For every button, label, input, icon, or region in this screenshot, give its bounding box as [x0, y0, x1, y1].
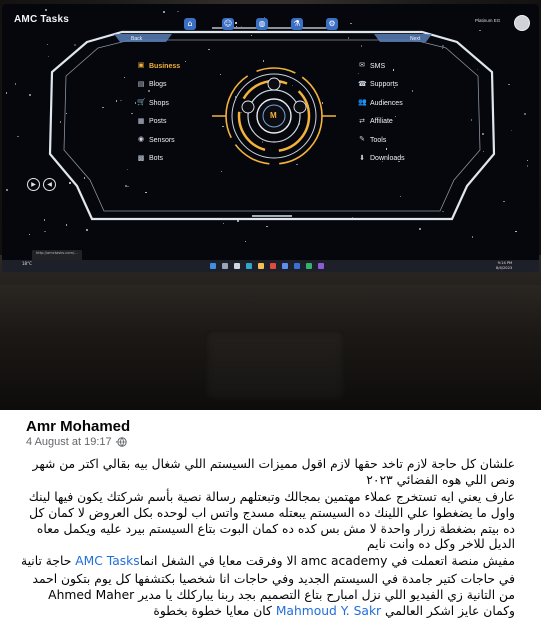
back-button[interactable]: Back — [131, 36, 143, 42]
start-icon[interactable] — [210, 263, 216, 269]
affiliate-icon: ⇄ — [359, 117, 365, 125]
nav-item-label: Tools — [370, 136, 387, 144]
public-globe-icon — [117, 437, 127, 447]
post-author-name[interactable]: Amr Mohamed — [26, 418, 131, 435]
paragraph-4-tail: كان معايا خطوة بخطوة — [153, 603, 276, 618]
nav-item-blogs[interactable] — [137, 81, 167, 89]
nav-item-sms[interactable] — [358, 62, 385, 70]
nav-item-label: Sensors — [149, 136, 175, 144]
nav-item-downloads[interactable] — [358, 155, 405, 163]
nav-item-shops[interactable] — [137, 99, 169, 107]
hud-frame — [2, 4, 539, 272]
taskview-icon[interactable] — [234, 263, 240, 269]
clock-date: 8/4/2023 — [496, 266, 513, 270]
paragraph-3-text: مفيش منصة اتعملت في amc academy الا وفرقت معايا في الشغل انما — [139, 554, 515, 568]
nav-item-affiliate[interactable] — [358, 118, 393, 126]
posts-icon: ▦ — [137, 117, 145, 125]
avatar[interactable] — [514, 15, 530, 31]
home-icon[interactable]: ⌂ — [184, 18, 196, 30]
nav-item-business[interactable] — [137, 62, 180, 70]
system-clock[interactable] — [496, 261, 512, 271]
laptop-screen — [2, 4, 539, 272]
nav-item-sensors[interactable] — [137, 136, 175, 144]
paragraph-4-text: في حاجات كتير جامدة في السيستم الجديد وفي حاجات انا شخصيا بكتشفها كل يوم بتكون احمد من التانية زي الفيديو اللي نزل امبارح بتاع التصميم بجد ربنا يباركلك يا مدير Ahmed Maher وكمان عايز اشكر العالمي — [32, 572, 515, 618]
sound-icon[interactable]: ◀ — [43, 178, 56, 191]
nav-item-label: Shops — [149, 99, 169, 107]
tools-icon: ✎ — [359, 136, 365, 143]
app-icon[interactable] — [306, 263, 312, 269]
nav-item-audiences[interactable] — [358, 99, 403, 107]
explorer-icon[interactable] — [258, 263, 264, 269]
nav-item-posts[interactable] — [137, 118, 167, 126]
account-label[interactable]: Platinum EG — [475, 18, 501, 23]
mahmoud-sakr-link[interactable]: Mahmoud Y. Sakr — [275, 603, 382, 618]
amc-tasks-link[interactable]: AMC Tasks — [75, 554, 140, 568]
eye-icon: ◉ — [137, 136, 145, 143]
nav-item-label: Supports — [370, 81, 399, 88]
windows-taskbar — [2, 260, 539, 272]
nav-item-supports[interactable] — [358, 81, 398, 89]
nav-item-label: Affiliate — [370, 118, 393, 125]
cart-icon: 🛒 — [137, 99, 146, 106]
nav-item-label: Business — [149, 62, 181, 70]
nav-item-label: Audiences — [370, 99, 403, 107]
mail-icon[interactable] — [294, 263, 300, 269]
globe-icon[interactable]: ◍ — [256, 18, 268, 30]
users-icon: 👥 — [358, 99, 367, 106]
clock-time: 9:14 PM — [497, 261, 513, 265]
settings-icon[interactable]: ⚙ — [326, 18, 338, 30]
support-icon: ☎ — [358, 80, 367, 88]
blog-icon: ▤ — [137, 80, 145, 88]
paragraph-3-tail: حاجة تانية — [20, 554, 76, 568]
nav-item-tools[interactable] — [358, 136, 386, 144]
nav-item-label: SMS — [370, 62, 386, 70]
download-icon: ⬇ — [359, 154, 365, 162]
post-paragraph-1: علشان كل حاجة لازم تاخد حقها لازم اقول مميزات السيستم اللي شغال بيه بقالي اكتر من شهر ونص اللي هوه الفضائي ٢٠٢٣ — [32, 457, 515, 487]
search-icon[interactable] — [222, 263, 228, 269]
weather-temp: 18°C — [22, 261, 32, 266]
edge-icon[interactable] — [246, 263, 252, 269]
nav-item-label: Downloads — [370, 155, 405, 162]
nav-item-bots[interactable] — [137, 155, 163, 163]
profile-icon[interactable]: ☺ — [223, 19, 233, 28]
app-logo[interactable]: AMC Tasks — [14, 14, 69, 25]
flask-icon[interactable]: ⚗ — [291, 18, 303, 30]
nav-item-label: Bots — [149, 155, 164, 162]
browser-status-url: http://amctasks.com/... — [32, 250, 82, 260]
briefcase-icon: ▣ — [137, 62, 145, 69]
store-icon[interactable] — [282, 263, 288, 269]
nav-item-label: Posts — [149, 118, 167, 125]
post-paragraph-2: عارف يعني ايه تستخرج عملاء مهتمين بمجالك وتبعتلهم رسالة نصية بأسم شركتك يكون فيها لينك واول ما يضغطوا علي اللينك ده السيستم يبعتله مسدج واتس اب لوحده بكل العروض لا كمان كل ده بيتم بضغطة زرار واحدة لا مش بس كده ده كمان البوت بتاع السيستم بيرد عليه ويكمل معاه الديل للاخر وكل ده وانت نايم — [28, 490, 515, 552]
post-paragraph-3 — [20, 554, 515, 570]
app-icon[interactable] — [318, 263, 324, 269]
post-paragraph-4 — [20, 572, 515, 619]
sms-icon: ✉ — [359, 62, 365, 69]
weather-widget[interactable] — [22, 261, 32, 266]
next-button[interactable]: Next — [410, 36, 421, 42]
chrome-icon[interactable] — [270, 263, 276, 269]
play-icon[interactable]: ▶ — [27, 178, 40, 191]
post-timestamp[interactable]: 4 August at 19:17 · — [26, 436, 119, 448]
laptop-touchpad — [205, 330, 345, 400]
nav-item-label: Blogs — [149, 81, 167, 88]
center-logo-label[interactable]: M — [270, 111, 277, 120]
bot-icon: ▩ — [137, 154, 145, 162]
